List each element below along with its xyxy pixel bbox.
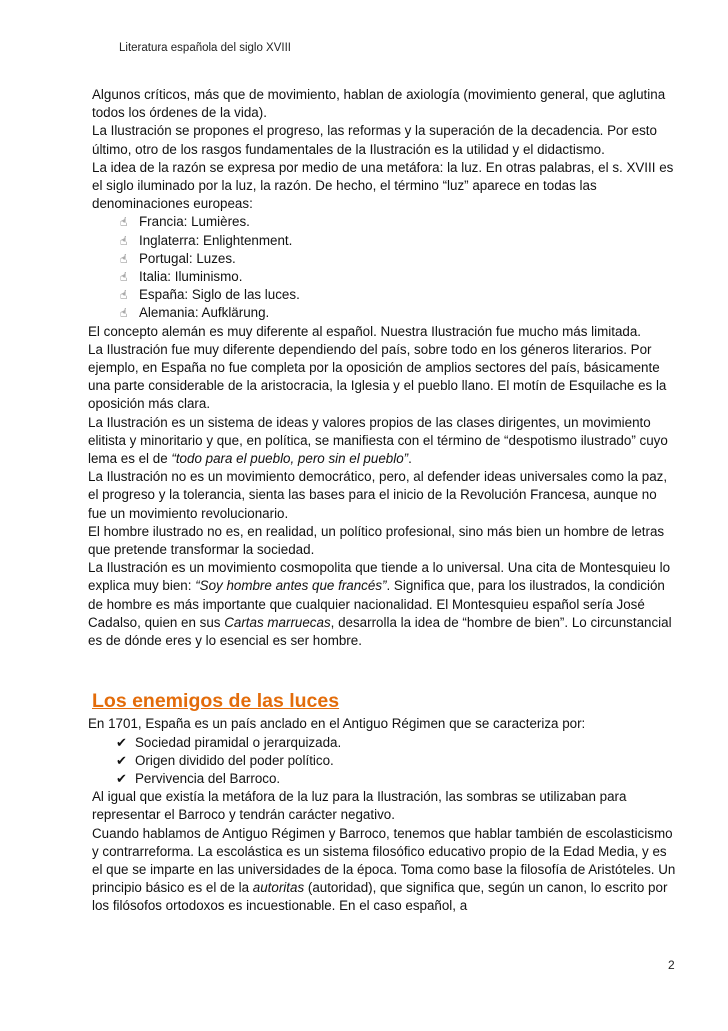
- work-title: Cartas marruecas: [224, 614, 331, 630]
- list-item: ☝ Alemania: Aufklärung.: [120, 304, 678, 322]
- list-item: ☝ España: Siglo de las luces.: [120, 286, 678, 304]
- pointing-hand-icon: ☝: [120, 215, 128, 230]
- checkmark-icon: ✔: [116, 734, 127, 750]
- checkmark-icon: ✔: [116, 770, 127, 786]
- paragraph: El hombre ilustrado no es, en realidad, un político profesional, sino más bien un hombre de letras que pretende transformar la sociedad.: [88, 523, 665, 558]
- paragraph: Algunos críticos, más que de movimiento, hablan de axiología (movimiento general, que aglutina todos los órdenes de la vida).: [92, 87, 666, 121]
- page-number: 2: [668, 958, 675, 972]
- paragraph: El concepto alemán es muy diferente al español. Nuestra Ilustración fue mucho más limitada.: [88, 323, 642, 339]
- list-item: ☝ Francia: Lumières.: [120, 213, 678, 231]
- pointing-hand-icon: ☝: [120, 306, 128, 321]
- features-list: [88, 734, 678, 789]
- checkmark-icon: ✔: [116, 752, 127, 768]
- paragraph: La Ilustración fue muy diferente dependiendo del país, sobre todo en los géneros literarios. Por ejemplo, en España no fue completa por la oposición de amplios sectores del país, básicamente una parte considerable de la aristocracia, la Iglesia y el pueblo llano. El motín de Esquilache es la oposición más clara.: [88, 341, 667, 412]
- section-heading: Los enemigos de las luces: [92, 690, 340, 713]
- list-item: ✔ Pervivencia del Barroco.: [116, 770, 678, 788]
- paragraph: La Ilustración no es un movimiento democrático, pero, al defender ideas universales como la paz, el progreso y la tolerancia, sienta las bases para el inicio de la Revolución Francesa, aunque no fue un movimiento revolucionario.: [88, 469, 668, 521]
- pointing-hand-icon: ☝: [120, 270, 128, 285]
- paragraph: La Ilustración es un movimiento cosmopolita que tiende a lo universal. Una cita de Montesquieu lo explica muy bien: “Soy hombre antes que francés”. Significa que, para los ilustrados, la condición de hombre es más importante que cualquier nacionalidad. El Montesquieu español sería José Cadalso, quien en sus Cartas marruecas, desarrolla la idea de “hombre de bien”. Lo circunstancial es de dónde eres y lo esencial es ser hombre.: [88, 560, 672, 649]
- montesquieu-quote: “Soy hombre antes que francés”: [195, 578, 387, 594]
- paragraph: Cuando hablamos de Antiguo Régimen y Barroco, tenemos que hablar también de escolasticismo y contrarreforma. La escolástica es un sistema filosófico educativo propio de la Edad Media, y es el que se imparte en las universidades de la época. Toma como base la filosofía de Aristóteles. Un principio básico es el de la autoritas (autoridad), que significa que, según un canon, lo escrito por los filósofos ortodoxos es incuestionable. En el caso español, a: [92, 825, 676, 914]
- paragraph: La idea de la razón se expresa por medio de una metáfora: la luz. En otras palabras, el s. XVIII es el siglo iluminado por la luz, la razón. De hecho, el término “luz” aparece en todas las denominaciones europeas:: [92, 159, 674, 212]
- denominations-list: [92, 213, 678, 322]
- intro-block: [88, 86, 678, 323]
- list-item: ☝ Inglaterra: Enlightenment.: [120, 232, 678, 250]
- motto-quote: “todo para el pueblo, pero sin el pueblo”: [171, 451, 409, 467]
- paragraph: La Ilustración es un sistema de ideas y valores propios de las clases dirigentes, un movimiento elitista y minoritario y que, en política, se manifiesta con el término de “despotismo ilustrado” cuyo lema es el de “todo para el pueblo, pero sin el pueblo”.: [88, 414, 668, 467]
- list-item: ☝ Portugal: Luzes.: [120, 250, 678, 268]
- list-item: ✔ Sociedad piramidal o jerarquizada.: [116, 734, 678, 752]
- document-body: [88, 86, 678, 916]
- pointing-hand-icon: ☝: [120, 233, 128, 248]
- paragraph: La Ilustración se propones el progreso, las reformas y la superación de la decadencia. Por esto último, otro de los rasgos fundamentales de la Ilustración es la utilidad y el didactismo.: [92, 123, 657, 157]
- pointing-hand-icon: ☝: [120, 251, 128, 266]
- list-item: ☝ Italia: Iluminismo.: [120, 268, 678, 286]
- paragraph: En 1701, España es un país anclado en el Antiguo Régimen que se caracteriza por:: [88, 716, 586, 732]
- latin-term: autoritas: [252, 880, 305, 896]
- pointing-hand-icon: ☝: [120, 288, 128, 303]
- running-header: Literatura española del siglo XVIII: [119, 42, 291, 54]
- list-item: ✔ Origen dividido del poder político.: [116, 752, 678, 770]
- paragraph: Al igual que existía la metáfora de la luz para la Ilustración, las sombras se utilizaban para representar el Barroco y tendrán carácter negativo.: [92, 789, 627, 823]
- section-body: [88, 788, 678, 915]
